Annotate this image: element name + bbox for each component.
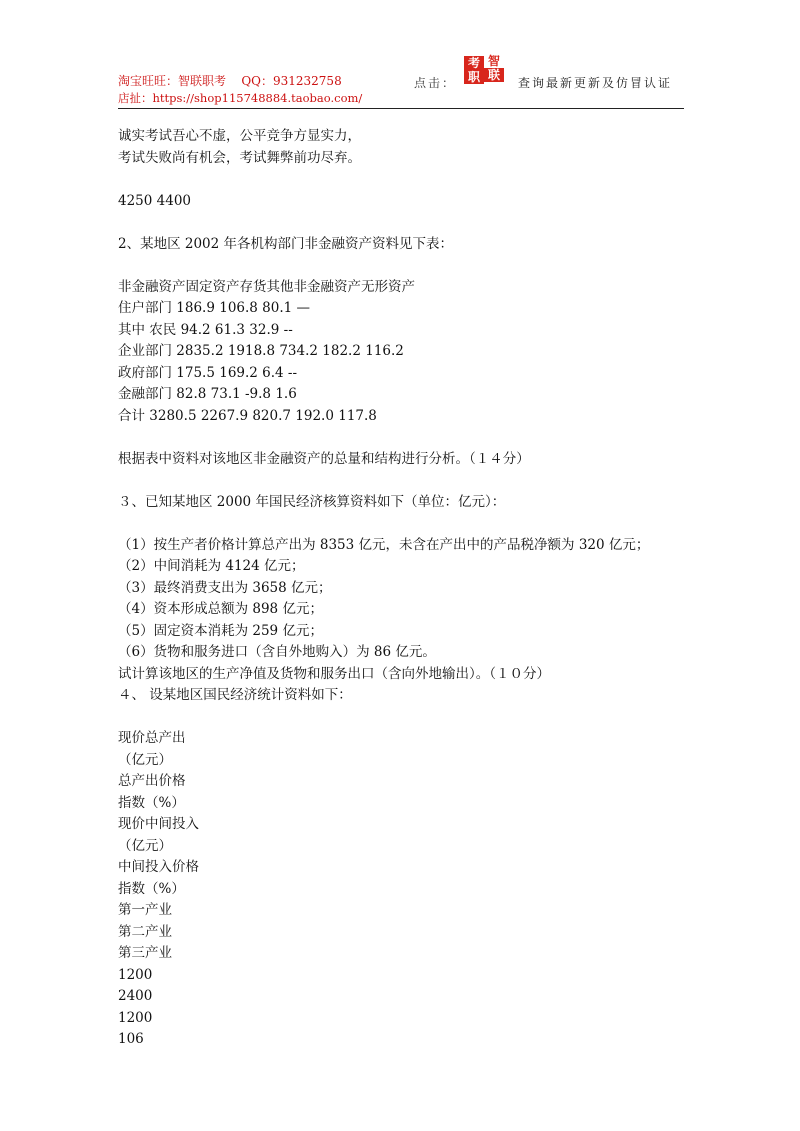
table-row: 政府部门 175.5 169.2 6.4 -- [118,364,298,381]
table-row: 合计 3280.5 2267.9 820.7 192.0 117.8 [118,407,377,424]
question-3-item: （4）资本形成总额为 898 亿元； [118,601,323,617]
numbers-line: 4250 4400 [118,192,192,209]
click-label: 点击： [414,76,457,90]
question-2-title: 2、某地区 2002 年各机构部门非金融资产资料见下表： [118,235,454,252]
list-item: 106 [118,1031,144,1047]
shop-link[interactable]: 店扯：https://shop115748884.taobao.com/ [118,91,363,105]
verify-link[interactable]: 查询最新更新及仿冒认证 [518,76,673,90]
question-4-title: ４、 设某地区国民经济统计资料如下： [118,687,352,703]
list-item: 2400 [118,988,153,1004]
table-row: 住户部门 186.9 106.8 80.1 — [118,300,311,316]
table-row: 其中 农民 94.2 61.3 32.9 -- [118,321,293,338]
question-2-task: 根据表中资料对该地区非金融资产的总量和结构进行分析。（１４分） [118,450,530,467]
list-item: 指数（%） [118,880,185,897]
logo-char-lian: 联 [484,68,504,82]
list-item: 第三产业 [118,945,172,961]
question-2-table-header: 非金融资产固定资产存货其他非金融资产无形资产 [118,278,415,295]
logo-char-kao: 考 [464,56,484,70]
list-item: 1200 [118,1009,153,1026]
list-item: （亿元） [118,751,172,768]
list-item: 指数（%） [118,794,185,811]
list-item: 第一产业 [118,902,172,918]
question-3-item: （6）货物和服务进口（含自外地购入）为 86 亿元。 [118,644,436,660]
qq-label: QQ：931232758 [241,74,342,88]
table-row: 企业部门 2835.2 1918.8 734.2 182.2 116.2 [118,343,404,359]
question-3-item: （3）最终消费支出为 3658 亿元； [118,579,332,596]
page-header [118,56,684,109]
list-item: 中间投入价格 [118,859,199,875]
logo-char-zhi2: 职 [464,70,484,84]
question-3-item: （2）中间消耗为 4124 亿元； [118,558,305,574]
zhilian-logo[interactable] [462,54,504,84]
list-item: 现价中间投入 [118,816,199,832]
document-body [118,126,698,1051]
table-row: 金融部门 82.8 73.1 -9.8 1.6 [118,386,297,402]
logo-char-zhi: 智 [484,54,504,68]
motto-line: 诚实考试吾心不虚，公平竞争方显实力， [118,128,361,144]
list-item: 1200 [118,966,153,983]
question-3-title: ３、已知某地区 2000 年国民经济核算资料如下（单位：亿元）： [118,493,506,510]
question-3-item: （5）固定资本消耗为 259 亿元； [118,622,323,639]
question-3-task: 试计算该地区的生产净值及货物和服务出口（含向外地输出）。（１０分） [118,665,550,682]
question-3-item: （1）按生产者价格计算总产出为 8353 亿元，未含在产出中的产品税净额为 320 亿元； [118,536,650,553]
motto-line: 考试失败尚有机会，考试舞弊前功尽弃。 [118,149,361,166]
header-contact [118,74,342,89]
list-item: 第二产业 [118,923,172,940]
taobao-label: 淘宝旺旺：智联职考 [118,74,227,88]
list-item: 现价总产出 [118,730,186,746]
list-item: 总产出价格 [118,773,186,789]
list-item: （亿元） [118,837,172,854]
